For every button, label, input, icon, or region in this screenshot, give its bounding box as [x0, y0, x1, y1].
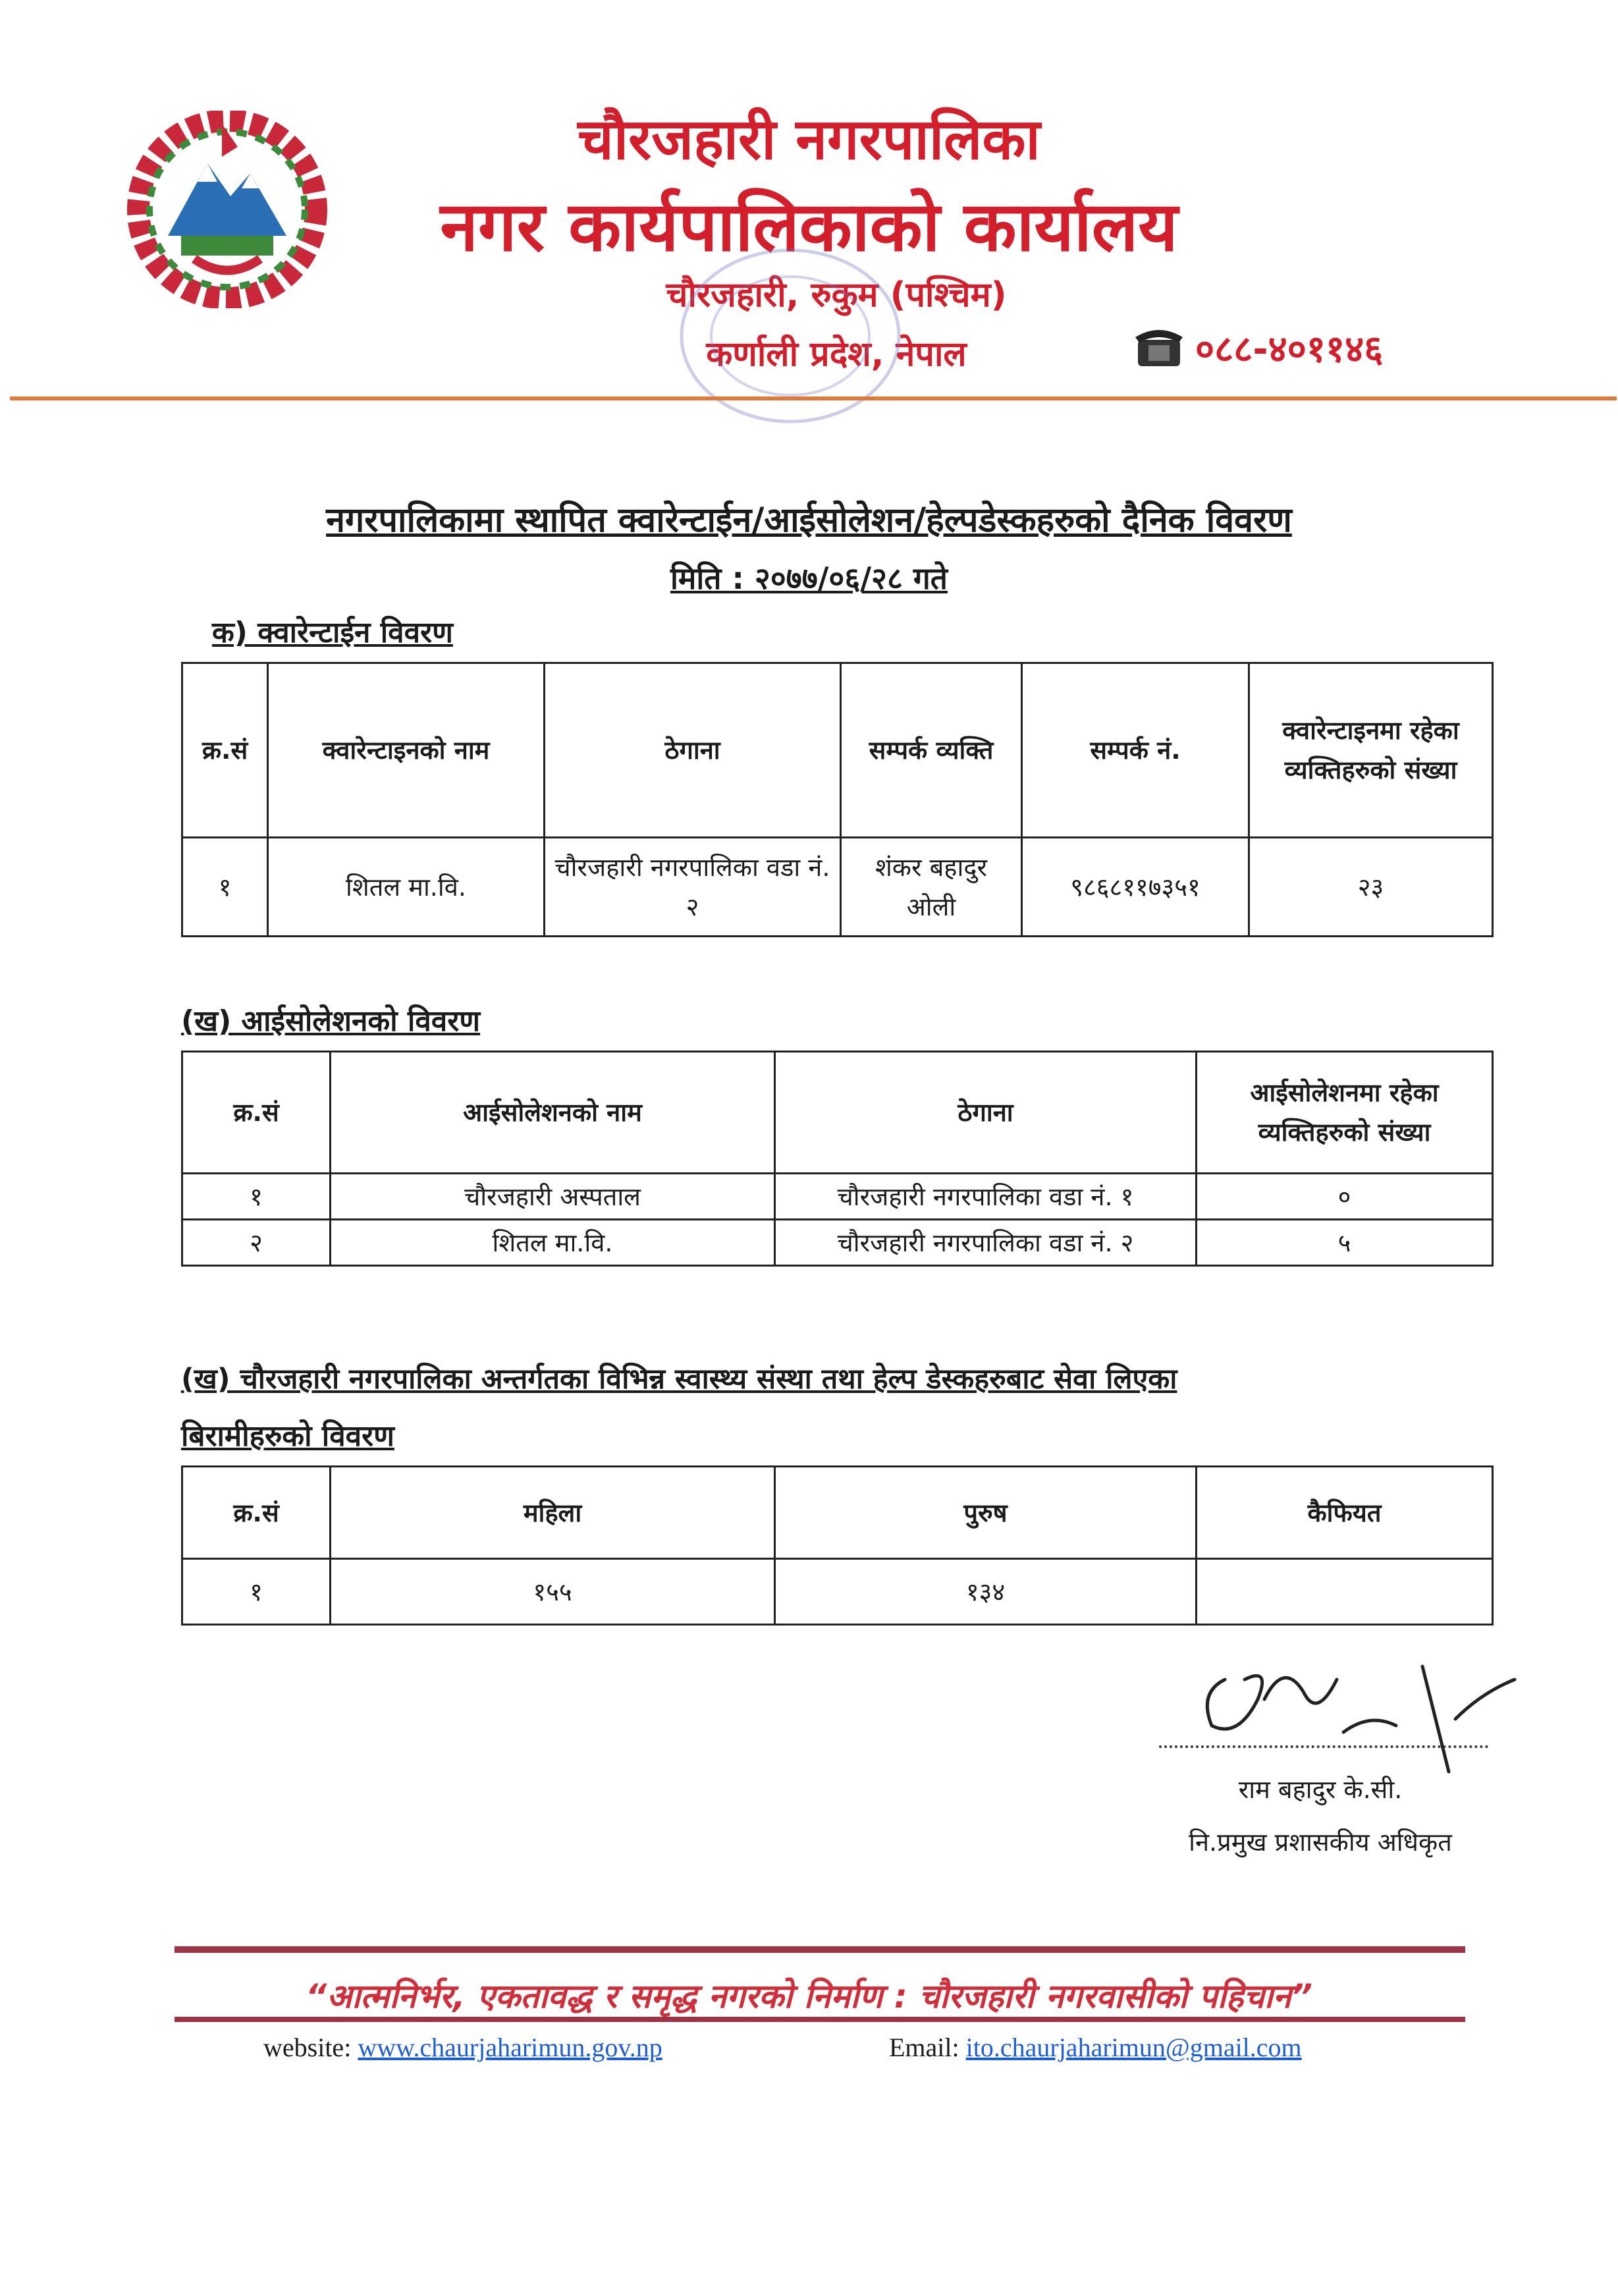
table-row — [182, 1174, 1493, 1220]
office-address-line1: चौरजहारी, रुकुम (पश्चिम) — [666, 275, 1007, 315]
office-address-line2: कर्णाली प्रदेश, नेपाल — [706, 335, 967, 374]
footer-motto: “आत्मनिर्भर, एकतावद्ध र समृद्ध नगरको निर्माण : चौरजहारी नगरवासीको पहिचान” — [306, 1977, 1312, 2015]
footer-email — [889, 2032, 1302, 2063]
header-cell: महिला — [331, 1467, 775, 1559]
patients-section-title: (ख) चौरजहारी नगरपालिका अन्तर्गतका विभिन्न स्वास्थ्य संस्था तथा हेल्प डेस्कहरुबाट सेवा लिएका — [181, 1363, 1177, 1396]
isolation-section-title: (ख) आईसोलेशनको विवरण — [181, 1004, 481, 1038]
document-title: नगरपालिकामा स्थापित क्वारेन्टाईन/आईसोलेशन/हेल्पडेस्कहरुको दैनिक विवरण — [326, 501, 1292, 540]
table-row — [182, 1559, 1493, 1625]
table-cell: चौरजहारी नगरपालिका वडा नं. २ — [545, 838, 841, 937]
office-stamp — [672, 237, 909, 435]
table-cell: चौरजहारी नगरपालिका वडा नं. २ — [775, 1220, 1197, 1266]
table-row — [182, 838, 1493, 937]
header-cell: सम्पर्क नं. — [1022, 663, 1249, 838]
table-cell — [1197, 1559, 1493, 1625]
header-cell: ठेगाना — [775, 1052, 1197, 1174]
patients-section-subtitle: बिरामीहरुको विवरण — [181, 1419, 394, 1453]
handwritten-signature — [1172, 1640, 1541, 1785]
table-cell: ५ — [1197, 1220, 1493, 1266]
municipality-name: चौरजहारी नगरपालिका — [578, 107, 1040, 173]
header-cell: सम्पर्क व्यक्ति — [841, 663, 1022, 838]
signatory-name: राम बहादुर के.सी. — [1238, 1775, 1403, 1804]
table-cell: १ — [182, 1559, 331, 1625]
signatory-designation: नि.प्रमुख प्रशासकीय अधिकृत — [1189, 1828, 1452, 1857]
table-header-row — [182, 663, 1493, 838]
website-link[interactable]: www.chaurjaharimun.gov.np — [358, 2033, 662, 2062]
email-label: Email: — [889, 2033, 959, 2062]
table-cell: ९८६८११७३५१ — [1022, 838, 1249, 937]
signature-line — [1159, 1745, 1488, 1748]
office-name: नगर कार्यपालिकाको कार्यालय — [440, 186, 1178, 267]
header-cell: आईसोलेशनको नाम — [331, 1052, 775, 1174]
document-date: मिति : २०७७/०६/२८ गते — [670, 560, 948, 596]
quarantine-section-title: क) क्वारेन्टाईन विवरण — [212, 616, 453, 649]
office-phone: ०८८-४०११४६ — [1195, 328, 1384, 371]
table-header-row — [182, 1052, 1493, 1174]
table-cell: चौरजहारी नगरपालिका वडा नं. १ — [775, 1174, 1197, 1220]
telephone-icon — [1133, 323, 1185, 369]
header-cell: ठेगाना — [545, 663, 841, 838]
patients-table — [181, 1465, 1494, 1626]
table-cell: २ — [182, 1220, 331, 1266]
table-cell: शंकर बहादुर ओली — [841, 838, 1022, 937]
header-divider — [10, 396, 1617, 400]
header-cell: क्र.सं — [182, 1467, 331, 1559]
table-row — [182, 1220, 1493, 1266]
table-header-row — [182, 1467, 1493, 1559]
table-cell: चौरजहारी अस्पताल — [331, 1174, 775, 1220]
quarantine-table — [181, 662, 1494, 937]
footer-website — [263, 2032, 662, 2063]
header-cell: पुरुष — [775, 1467, 1197, 1559]
table-cell: १५५ — [331, 1559, 775, 1625]
table-cell: २३ — [1249, 838, 1493, 937]
header-cell: क्वारेन्टाइनको नाम — [268, 663, 545, 838]
website-label: website: — [263, 2033, 352, 2062]
table-cell: १ — [182, 838, 268, 937]
table-cell: १३४ — [775, 1559, 1197, 1625]
header-cell: कैफियत — [1197, 1467, 1493, 1559]
header-cell: क्वारेन्टाइनमा रहेका व्यक्तिहरुको संख्या — [1249, 663, 1493, 838]
table-cell: शितल मा.वि. — [268, 838, 545, 937]
email-link[interactable]: ito.chaurjaharimun@gmail.com — [965, 2033, 1302, 2062]
footer-band-bottom — [175, 2017, 1465, 2022]
header-cell: क्र.सं — [182, 1052, 331, 1174]
table-cell: १ — [182, 1174, 331, 1220]
table-cell: शितल मा.वि. — [331, 1220, 775, 1266]
footer-band-top — [175, 1946, 1465, 1953]
header-cell: आईसोलेशनमा रहेका व्यक्तिहरुको संख्या — [1197, 1052, 1493, 1174]
table-cell: ० — [1197, 1174, 1493, 1220]
header-cell: क्र.सं — [182, 663, 268, 838]
isolation-table — [181, 1051, 1494, 1267]
